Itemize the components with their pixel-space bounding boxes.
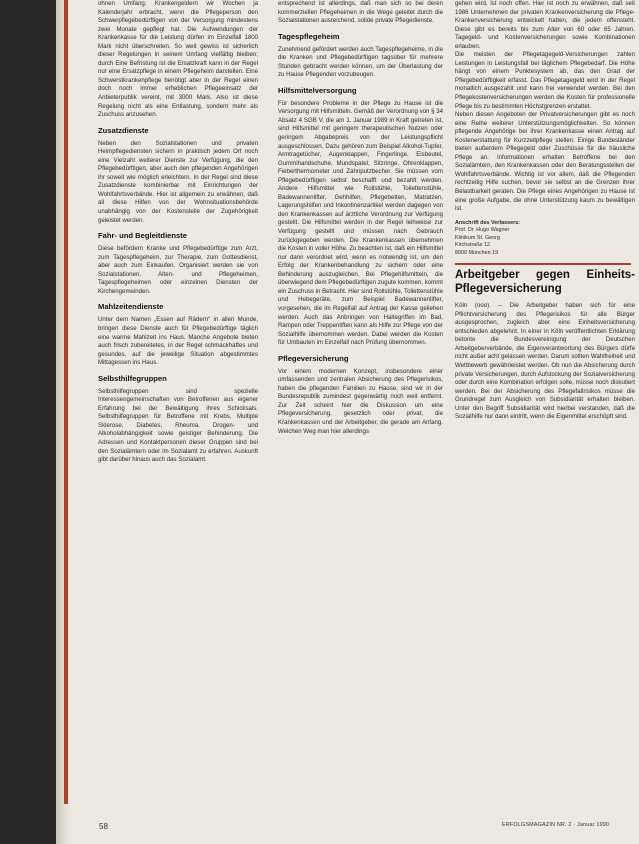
paragraph: Zunehmend gefördert werden auch Tagespflegeheime, in die die Kranken und Pflegebedürftigen tagsüber für mehrere Stunden gebracht werden können, um der Überlastung der zu Hause Pflegenden vorzubeugen. xyxy=(278,45,443,79)
news-headline: Arbeitgeber gegen Einheits-Pflegeversicherung xyxy=(455,269,635,295)
author-line: 8000 München 19 xyxy=(455,249,499,256)
heading-hilfsmittelversorgung: Hilfsmittelversorgung xyxy=(278,85,357,95)
paragraph: Die meisten der Pflegetagegeld-Versicherungen zahlen Leistungen in Leistungsfall bei täglichem Pflegebedarf. Die Höhe hängt von einem Punktesystem ab, das den Grad der Pflegebedürftigkeit erfasst. Das Pflegetagegeld wird in der Regel monatlich ausgezahlt und kann frei verwendet werden. Bei den Pflegekostenversicherungen werden die Kosten für professionelle Pflege bis zu bestimmten Höchstgrenzen erstattet. xyxy=(455,51,635,110)
column-left xyxy=(98,0,258,465)
paragraph: Neben diesen Angeboten der Privatversicherungen gibt es noch eine Reihe weiterer Unterstützungsmöglichkeiten. So können pflegende Angehörige bei ihrer Krankenkasse einen Antrag auf Kostenerstattung für Kurzzeitpflege stellen. Einige Bundesländer bieten außerdem Pflegegeld oder Zuschüsse für die häusliche Pflege an. Informationen erhalten Betroffene bei den Sozialämtern, den Krankenkassen oder den Beratungsstellen der Wohlfahrtsverbände. Wichtig ist vor allem, daß die Pflegenden rechtzeitig Hilfe suchen, bevor sie selbst an die Grenzen ihrer Belastbarkeit geraten. Die Pflege eines Angehörigen zu Hause ist eine große Aufgabe, die ohne Unterstützung kaum zu bewältigen ist. xyxy=(455,111,635,213)
author-line: Klinikum St. Georg xyxy=(455,234,500,241)
author-label: Anschrift des Verfassers: xyxy=(455,219,521,226)
column-right xyxy=(455,0,635,422)
paragraph: Neben den Sozialstationen und privaten Heimpflegediensten sichern in praktisch jedem Ort noch eine Vielzahl weiterer Dienste zur Verfügung, die den Pflegebedürftigen, aber auch den pflegenden Angehörigen ihr soweit wie möglich erleichtern. In der Regel sind diese Zusatzdienste kombinierbar mit Einrichtungen der Wohlfahrtsverbände. Hier ist allgemein zu erwähnen, daß all diese Hilfen von der Wohnsituationsbehörde unabhängig von der Kostenstelle der Zugehörigkeit geleistet werden. xyxy=(98,139,258,224)
heading-tagespflegeheim: Tagespflegeheim xyxy=(278,31,340,41)
paragraph: entsprechend ist allerdings, daß man sich so bei deren kommerziellen Pflegeheimen in die Wege geleitet durch die Sozialstationen ausreichend, solide private Pflegedienste. xyxy=(278,0,443,25)
paragraph: Für besondere Probleme in der Pflege zu Hause ist die Versorgung mit Hilfsmitteln. Gemäß der Verordnung von § 34 Absatz 4 SGB V, die am 1. Januar 1989 in Kraft getreten ist, sind Hilfsmittel mit geringem therapeutischen Nutzen oder geringem Abgabepreis von der Leistungspflicht ausgeschlossen. Dazu gehören zum Beispiel Alkohol-Tupfer, Armtragetücher, Augenklappen, Fingerlinge, Eisbeutel, Gummihandschuhe, Mundspatel, Sitzringe, Ohrenklappen, Fieberthermometer und Zahnputzbecher. Sie müssen vom Pflegebedürftigen selbst beschafft und bezahlt werden. Andere Hilfsmittel wie Rollstühle, Toilettenstühle, Badewannenlifter, Gehhilfen, Pflegebetten, Matratzen, Lagerungshilfen und Inkontinenzartikel werden dagegen von den Krankenkassen auf ärztliche Verordnung zur Verfügung gestellt. Die Hilfsmittel werden in der Regel leihweise zur Verfügung gestellt und müssen nach Gebrauch zurückgegeben werden. Die Krankenkassen übernehmen die Kosten in voller Höhe. Zu beachten ist, daß ein Hilfsmittel nur dann verordnet wird, wenn es notwendig ist, um den Erfolg der Krankenbehandlung zu sichern oder eine Behinderung auszugleichen. Bei Pflegehilfsmitteln, die überwiegend dem Pflegebedürftigen zugute kommen, kommt ein Zuschuss in Betracht. Hier sind Rollstühle, Toilettenstühle und Hebegeräte, zum Beispiel Badewannenlifter, vorgesehen, die im Regelfall auf Antrag der Kasse geliehen werden. Auch das Anbringen von Haltegriffen im Bad, Rampen oder Treppenliften kann als Hilfe zur Pflege von der Sozialhilfe übernommen werden. Dabei werden die Kosten für Umbauten im Einzelfall nach Prüfung übernommen. xyxy=(278,99,443,347)
paragraph: ohnen Umfang. Krankengeldern wir Wochen ja Kalenderjahr erbracht, wenn die Pflegeperson den Schwerpflegebedürftigen von der Versorgung mindestens zwei Monate gepflegt hat. Die Aufwendungen der Krankenkasse für die Leistung dürfen im Einzelfall 1800 Mark nicht überschreiten. So weit gewiss ist sicherlich dieser Regelungen in seinem Umfang vielfältig bleiben; durch Eine Befristung ist die Ersatzkraft kann in der Regel nur eine Ersatzpflege in einem Pflegeheim darstellen. Eine Schwerstkrankenpflege benötigt aber in der Regel einen doch noch immer erheblichen Pflegeeinsatz der Anbieterpublik vereint, mit 3000 Mark. Also ist diese Regelung nicht als eine Entlastung, sondern mehr als Zuschuss anzusehen. xyxy=(98,0,258,119)
author-line: Prof. Dr. Hugo Wagner xyxy=(455,227,510,234)
paragraph: gehen wird, ist noch offen. Hier ist noch zu erwähnen, daß seit 1986 Unternehmen der privaten Krankenversicherung die Pflege-Krankenversicherung entwickelt haben, die jedem offensteht. Diese gibt es bereits bis zum Alter von 60 oder 65 Jahren. Tagegeld- und Kostenversicherungen sowie Kombinationen erlauben. xyxy=(455,0,635,50)
paragraph: Diese befördern Kranke und Pflegebedürftige zum Arzt, zum Tagespflegeheim, zur Therapie, zum Gottesdienst, aber auch zum Einkaufen. Organisiert werden sie von Sozialstationen, Alten- und Pflegeheimen, Tagespflegeheimen oder einzelnen Diensten der Kirchengemeinden. xyxy=(98,245,258,295)
paragraph: Unter dem Namen „Essen auf Rädern“ in allen Munde, bringen diese Dienste auch für Pflegebedürftige täglich eine warme Mahlzeit ins Haus. Manche Angebote bieten auch frisch zubereitetes, in der Regel schmackhaftes und gesundes, auf die jeweilige Situation abgestimmtes Mittagessen ins Haus. xyxy=(98,316,258,367)
heading-mahlzeitendienste: Mahlzeitendienste xyxy=(98,302,164,312)
heading-zusatzdienste: Zusatzdienste xyxy=(98,125,149,135)
heading-pflegeversicherung: Pflegeversicherung xyxy=(278,353,349,363)
heading-selbsthilfegruppen: Selbsthilfegruppen xyxy=(98,373,167,383)
paragraph: Vor einem modernen Konzept, insbesondere einer umfassenden und zentralen Absicherung des Pflegerisikos, haben die pflegenden Familien zu Hause, sind wir in der Bundesrepublik zumindest gegenwärtig noch weit entfernt. Zur Zeit scheint hier die Diskussion um eine Pflegeversicherung, gesetzlich oder privat, die Krankenkassen und der Arbeitgeber, die gerade am Anfang. Welchen Weg man hier allerdings xyxy=(278,367,443,435)
paragraph: Köln (ooo). – Die Arbeitgeber haben sich für eine Pflichtversicherung des Pflegerisikos für alle Bürger ausgesprochen, zugleich aber eine Einheitsversicherung entschieden abgelehnt. In einer in Köln veröffentlichten Erklärung betonte die Bundesvereinigung der Deutschen Arbeitgeberverbände, die Eigenverantwortung des Bürgers dürfe nicht außer acht gelassen werden. Darum sollten Wahlfreiheit und Wettbewerb gewährleistet werden. Ob nun die Absicherung durch private Versicherungen, durch Aufstockung der Sozialversicherung oder durch eine Kombination erfolgen solle, müsse noch diskutiert werden. Bei der Absicherung des Pflegefallrisikos müsse die Grundregel zum Ausgleich von Subsidiarität erhalten bleiben. Unter den Begriff Subsidiarität wird hierbei verstanden, daß die Sozialhilfe nur dann eintritt, wenn die Eigenmittel erschöpft sind. xyxy=(455,302,635,421)
heading-fahrdienste: Fahr- und Begleitdienste xyxy=(98,231,188,241)
column-middle xyxy=(278,0,443,436)
red-margin-rule xyxy=(64,0,68,804)
journal-footer: ERFOLGSMAGAZIN NR. 2 · Januar 1990 xyxy=(502,822,610,828)
author-line: Kirchstraße 12 xyxy=(455,242,491,249)
headline-accent-bar xyxy=(455,263,631,265)
paragraph: Selbsthilfegruppen sind spezielle Interessengemeinschaften von Betroffenen aus eigener Erfahrung bei der Bewältigung ihres Schicksals. Selbsthilfegruppen für Betroffene mit Krebs, Multiple Sklerose, Diabetes, Rheuma, Drogen- und Alkoholabhängigkeit sowie geistiger Behinderung. Die Adressen und Kontaktpersonen dieser Gruppen sind bei den Sozialämtern oder im Sozialamt zu erfahren. Auskunft gibt darüber hinaus auch das Sozialamt. xyxy=(98,387,258,464)
page-number: 58 xyxy=(99,822,108,831)
